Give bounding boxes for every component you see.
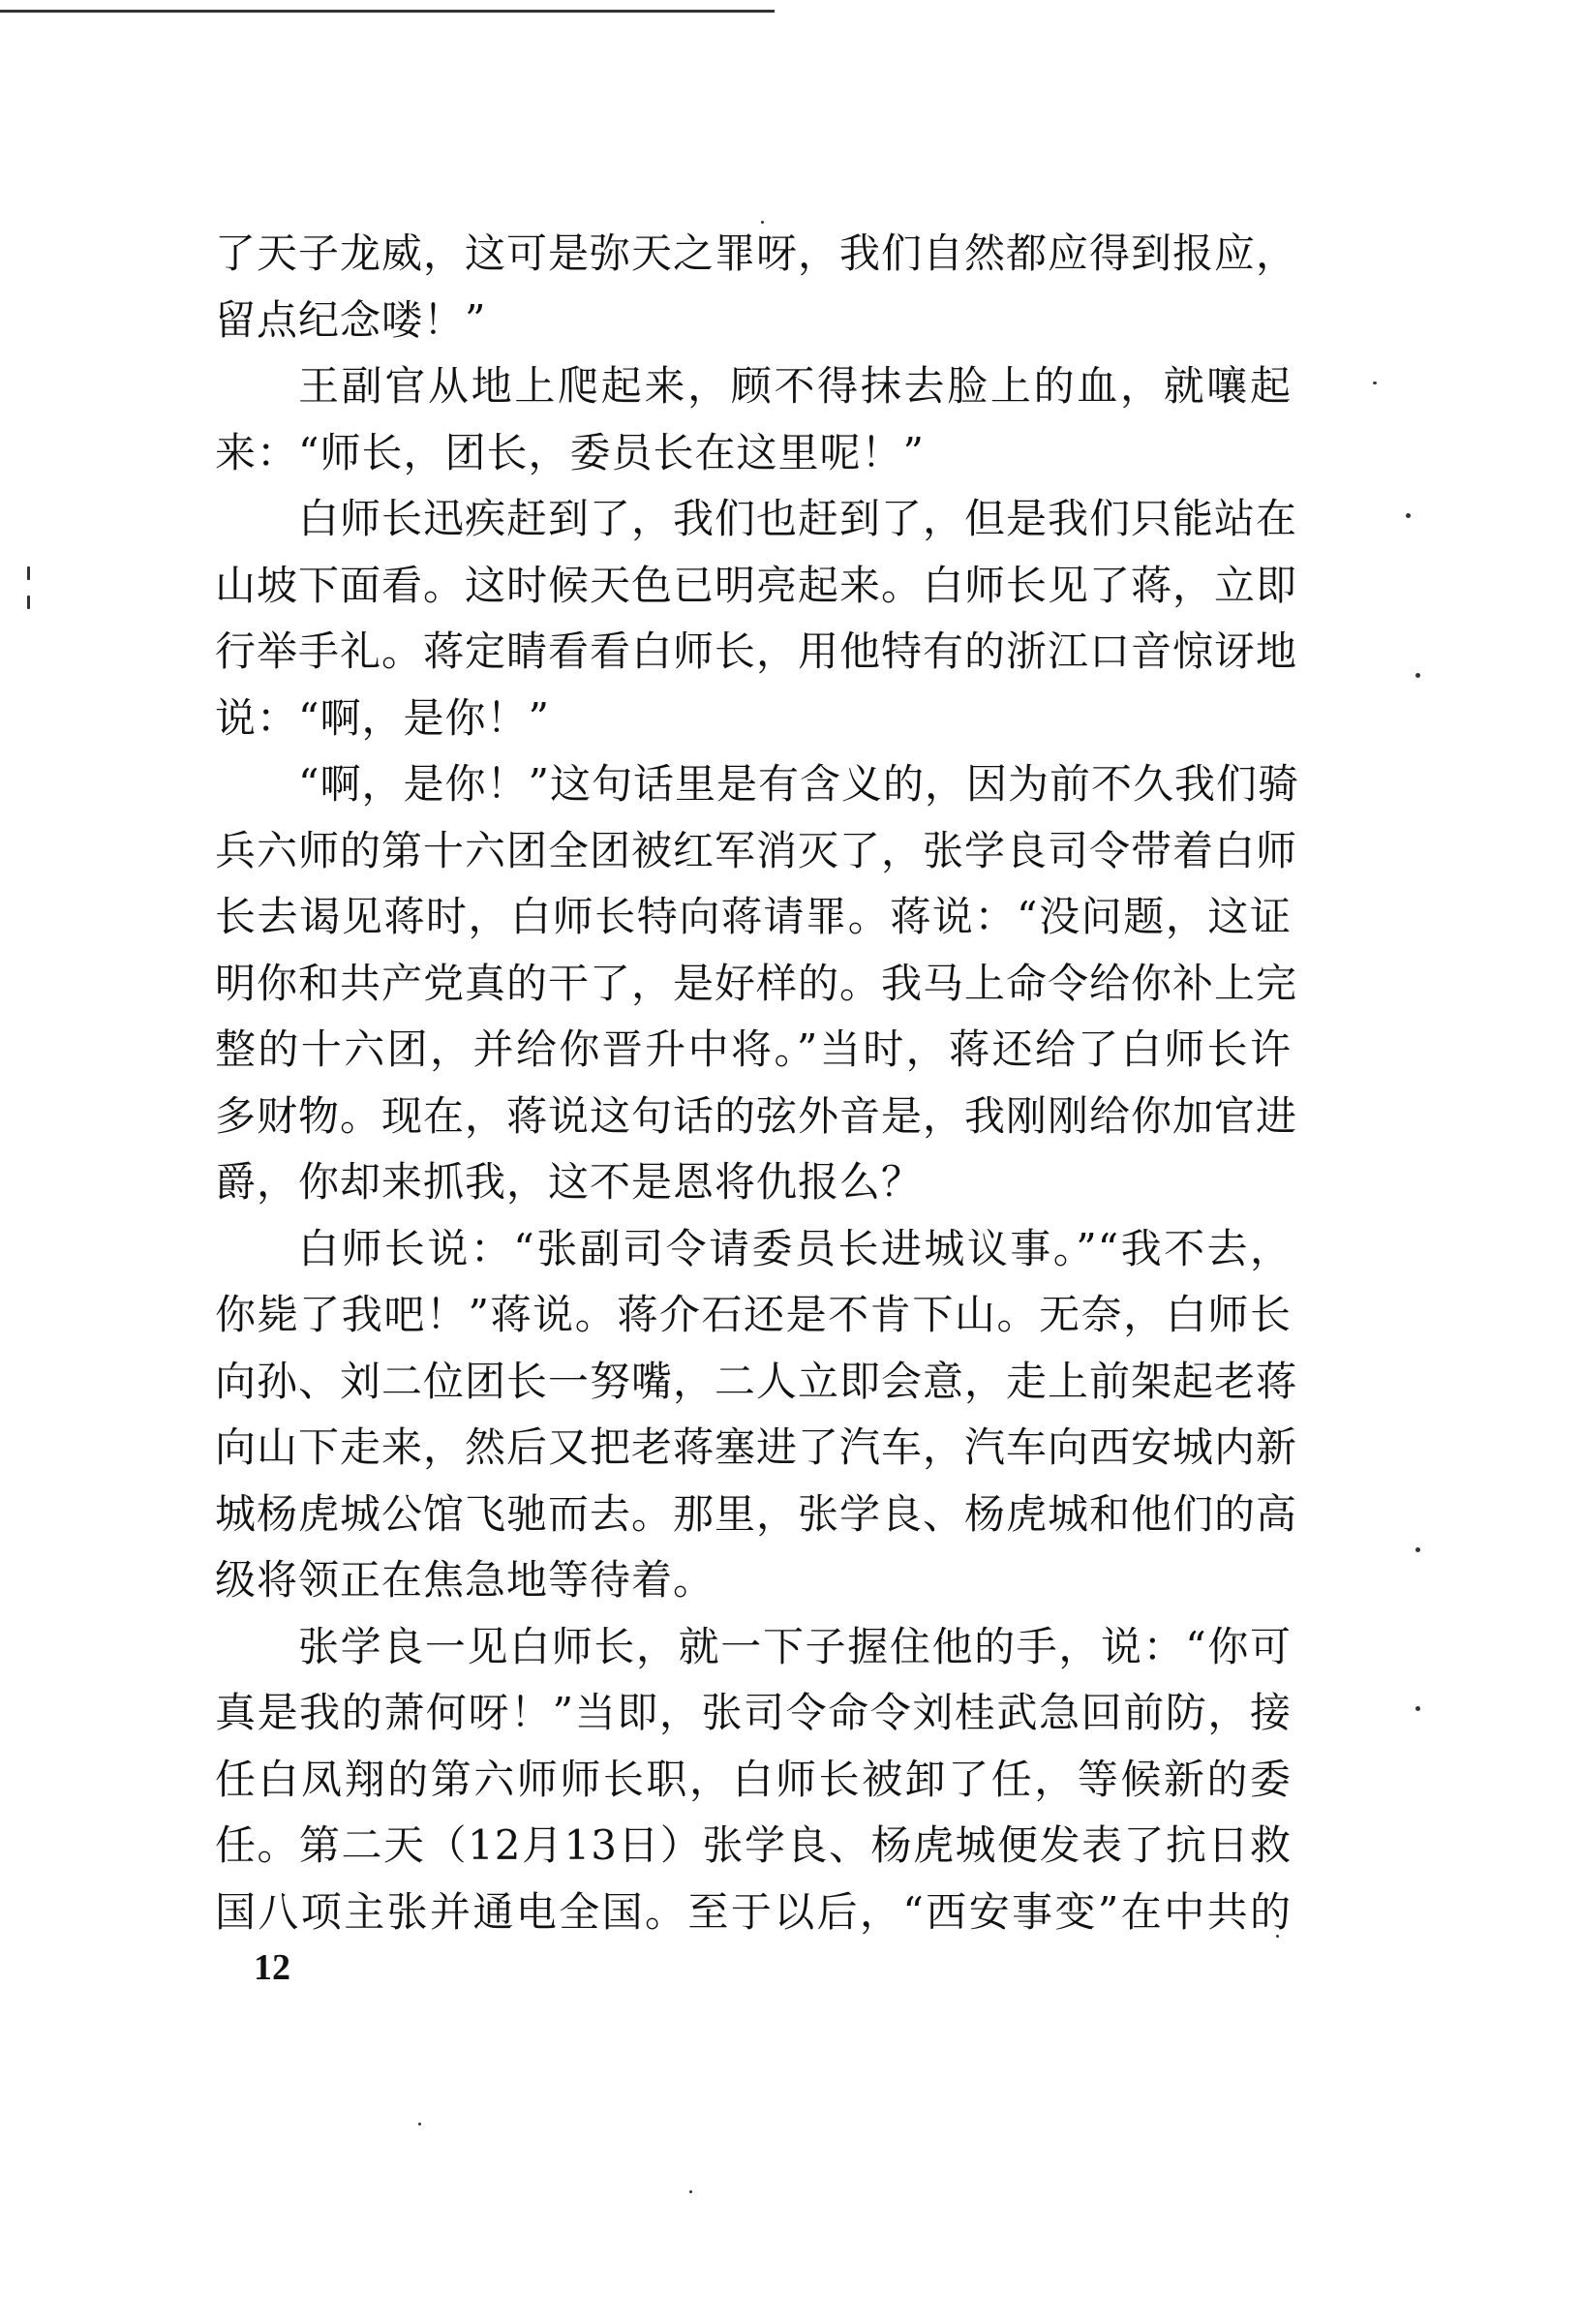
text-line: 任。第二天（12月13日）张学良、杨虎城便发表了抗日救 xyxy=(215,1821,1292,1869)
text-line: 说：“啊，是你！” xyxy=(215,693,550,742)
scan-speck xyxy=(418,2123,421,2125)
text-line: 明你和共产党真的干了，是好样的。我马上命令给你补上完 xyxy=(215,959,1298,1007)
text-line: 任白凤翔的第六师师长职，白师长被卸了任，等候新的委 xyxy=(215,1755,1292,1803)
scan-speck xyxy=(1415,673,1420,678)
scan-speck xyxy=(1415,1706,1420,1711)
text-line: 国八项主张并通电全国。至于以后，“西安事变”在中共的 xyxy=(215,1887,1292,1936)
text-line: 来：“师长，团长，委员长在这里呢！” xyxy=(215,428,925,476)
top-border-rule xyxy=(0,10,775,13)
text-line: 白师长说：“张副司令请委员长进城议事。”“我不去， xyxy=(298,1224,1292,1272)
text-line: 兵六师的第十六团全团被红军消灭了，张学良司令带着白师 xyxy=(215,826,1298,874)
scan-speck xyxy=(27,566,30,580)
text-line: 你毙了我吧！”蒋说。蒋介石还是不肯下山。无奈，白师长 xyxy=(215,1291,1292,1338)
page-number: 12 xyxy=(254,1947,290,1988)
text-line: 城杨虎城公馆飞驰而去。那里，张学良、杨虎城和他们的高 xyxy=(215,1489,1298,1538)
text-line: 向孙、刘二位团长一努嘴，二人立即会意，走上前架起老蒋 xyxy=(215,1357,1298,1405)
text-line: 留点纪念喽！” xyxy=(215,295,487,344)
text-line: 行举手礼。蒋定睛看看白师长，用他特有的浙江口音惊讶地 xyxy=(215,627,1298,675)
text-line: 白师长迅疾赶到了，我们也赶到了，但是我们只能站在 xyxy=(298,495,1298,542)
text-line: 多财物。现在，蒋说这句话的弦外音是，我刚刚给你加官进 xyxy=(215,1091,1298,1140)
text-line: 级将领正在焦急地等待着。 xyxy=(215,1556,715,1604)
scan-speck xyxy=(1373,382,1377,384)
text-line: 爵，你却来抓我，这不是恩将仇报么？ xyxy=(215,1158,924,1206)
text-line: 了天子龙威，这可是弥天之罪呀，我们自然都应得到报应， xyxy=(215,229,1298,277)
scan-speck xyxy=(1276,1935,1279,1938)
body-text xyxy=(215,221,1299,1945)
text-line: “啊，是你！”这句话里是有含义的，因为前不久我们骑 xyxy=(298,760,1299,808)
text-line: 向山下走来，然后又把老蒋塞进了汽车，汽车向西安城内新 xyxy=(215,1423,1298,1471)
text-line: 长去谒见蒋时，白师长特向蒋请罪。蒋说：“没问题，这证 xyxy=(215,893,1292,940)
scan-speck xyxy=(1415,1547,1420,1552)
text-line: 真是我的萧何呀！”当即，张司令命令刘桂武急回前防，接 xyxy=(215,1689,1292,1736)
scan-speck xyxy=(27,596,30,609)
scan-speck xyxy=(689,2190,692,2193)
scan-speck xyxy=(1406,513,1411,518)
text-line: 张学良一见白师长，就一下子握住他的手，说：“你可 xyxy=(298,1622,1292,1670)
text-line: 王副官从地上爬起来，顾不得抹去脸上的血，就嚷起 xyxy=(298,362,1292,410)
text-line: 整的十六团，并给你晋升中将。”当时，蒋还给了白师长许 xyxy=(215,1025,1292,1073)
scan-speck xyxy=(761,221,764,224)
text-line: 山坡下面看。这时候天色已明亮起来。白师长见了蒋，立即 xyxy=(215,561,1298,609)
